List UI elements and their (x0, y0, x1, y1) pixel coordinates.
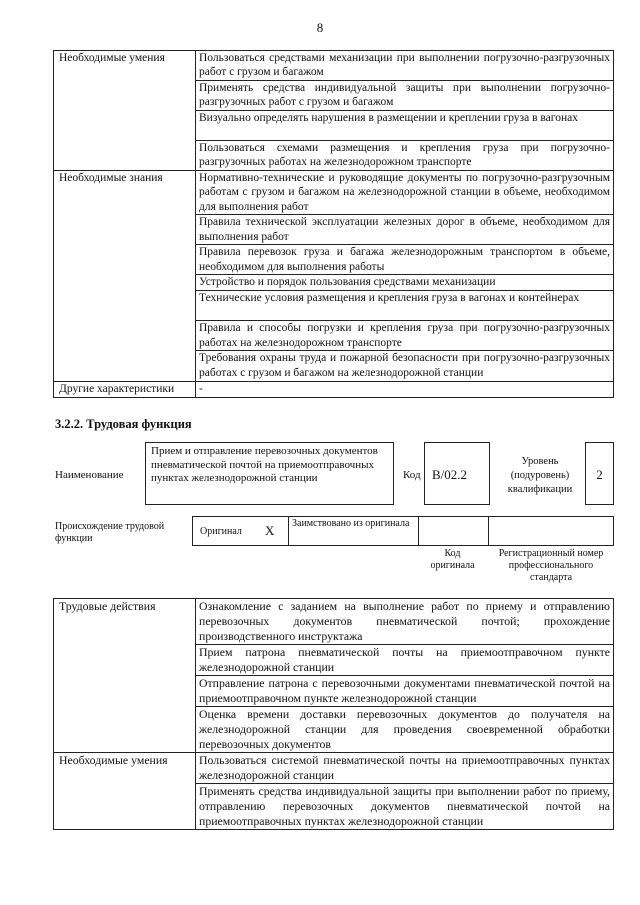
table-cell: Пользоваться системой пневматической почты на приемоотправочных пунктах железнодорожной станции (196, 753, 614, 784)
requirements-table-2 (53, 598, 614, 830)
table-cell: Требования охраны труда и пожарной безопасности при погрузочно-разгрузочных работах с грузом и багажом на железнодорожной станции (196, 351, 614, 382)
original-mark: X (265, 523, 275, 538)
table-cell: Оценка времени доставки перевозочных документов до получателя на железнодорожной станции для проведения своевременной обработки перевозочных документов (196, 707, 614, 753)
reg-number-caption: Регистрационный номер профессионального стандарта (498, 548, 604, 583)
table-cell: Пользоваться схемами размещения и крепления груза при погрузочно-разгрузочных работах на железнодорожном транспорте (196, 141, 614, 171)
table-cell: Визуально определять нарушения в размещении и креплении груза в вагонах (196, 111, 614, 141)
table-cell: Правила перевозок груза и багажа железнодорожным транспортом в объеме, необходимом для выполнения работы (196, 245, 614, 275)
code-value: B/02.2 (432, 467, 468, 482)
code-label: Код (403, 469, 421, 481)
table-cell: Ознакомление с заданием на выполнение работ по приему и отправлению перевозочных документов пневматической почтой; прохождение производственного инструктажа (196, 599, 614, 645)
table-cell: - (196, 382, 614, 398)
table-cell: Правила и способы погрузки и крепления груза при погрузочно-разгрузочных работах на железнодорожном транспорте (196, 321, 614, 351)
level-label: Уровень (подуровень) квалификации (507, 456, 573, 495)
table-cell: Нормативно-технические и руководящие документы по погрузочно-разгрузочным работам с грузом и багажом на железнодорожной станции в объеме, необходимом для выполнения работ (196, 171, 614, 215)
table-cell: Отправление патрона с перевозочными документами пневматической почтой на приемоотправочном пункте железнодорожной станции (196, 676, 614, 707)
row-label: Другие характеристики (54, 382, 196, 398)
table-row (54, 599, 614, 645)
origin-label: Происхождение трудовой функции (55, 521, 165, 544)
name-label: Наименование (55, 469, 124, 481)
original-label: Оригинал (200, 526, 242, 537)
table-cell: Технические условия размещения и крепления груза в вагонах и контейнерах (196, 291, 614, 321)
table-row (54, 382, 614, 398)
row-label: Необходимые умения (54, 51, 196, 171)
table-row (54, 51, 614, 81)
row-label: Необходимые умения (54, 753, 196, 830)
requirements-table-1 (53, 50, 614, 398)
borrowed-label: Заимствовано из оригинала (292, 518, 410, 529)
table-row (54, 753, 614, 784)
section-title: 3.2.2. Трудовая функция (55, 417, 192, 431)
table-cell: Применять средства индивидуальной защиты при выполнении погрузочно-разгрузочных работ с грузом и багажом (196, 81, 614, 111)
table-row (54, 171, 614, 215)
table-cell: Прием патрона пневматической почты на приемоотправочном пункте железнодорожной станции (196, 645, 614, 676)
level-value: 2 (596, 467, 603, 482)
row-label: Необходимые знания (54, 171, 196, 382)
function-name: Прием и отправление перевозочных документов пневматической почтой на приемоотправочных пунктах железнодорожной станции (151, 445, 378, 484)
code-original-caption: Код оригинала (430, 548, 475, 571)
table-cell: Правила технической эксплуатации железных дорог в объеме, необходимом для выполнения работ (196, 215, 614, 245)
row-label: Трудовые действия (54, 599, 196, 753)
table-cell: Пользоваться средствами механизации при выполнении погрузочно-разгрузочных работ с грузом и багажом (196, 51, 614, 81)
page-number: 8 (316, 20, 324, 35)
table-cell: Устройство и порядок пользования средствами механизации (196, 275, 614, 291)
table-cell: Применять средства индивидуальной защиты при выполнении работ по приему, отправлению перевозочных документов пневматической почтой на приемоотправочных пунктах железнодорожной станции (196, 784, 614, 830)
